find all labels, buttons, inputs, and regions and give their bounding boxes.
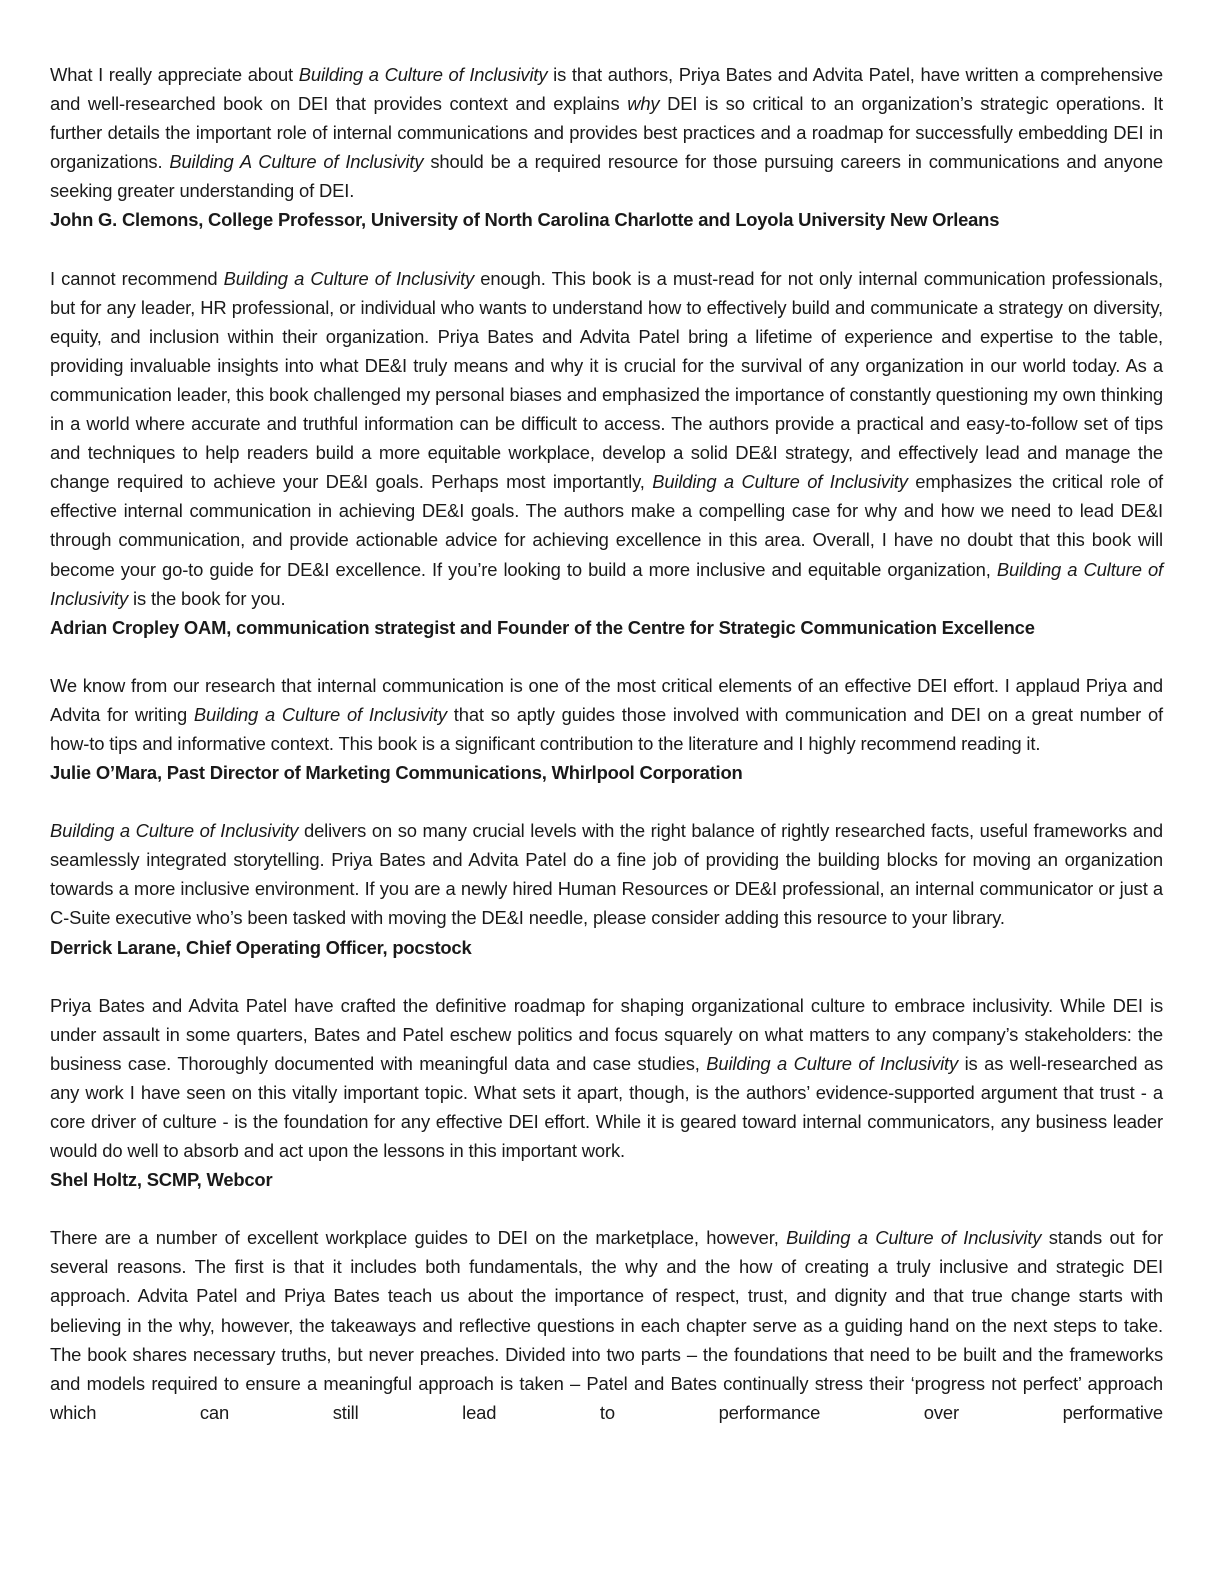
endorsement-attribution: Shel Holtz, SCMP, Webcor [50,1169,273,1191]
quote-text: should be a required resource for those pursuing careers in communications and anyone seeking greater understanding of DEI. [50,151,1163,202]
endorsement [50,60,1163,235]
book-title: Building a Culture of Inclusivity [50,558,1164,609]
book-title: Building a Culture of Inclusivity [223,267,475,289]
book-title: Building a Culture of Inclusivity [193,703,447,725]
quote-text: We know from our research that internal communication is one of the most critical elements of an effective DEI effort. I applaud Priya and Advita for writing [50,674,1163,725]
emphasis-text: why [627,93,660,115]
book-title: Building a Culture of Inclusivity [298,64,548,85]
endorsement [50,671,1163,787]
quote-text: is as well-researched as any work I have seen on this vitally important topic. What sets it apart, though, is the authors’ evidence-supported argument that trust - a core driver of culture - is the foundation for any effective DEI effort. While it is geared toward internal communicators, any business leader would do well to absorb and act upon the lessons in this important work. [50,1052,1163,1162]
endorsement-quote [50,816,1163,932]
endorsement-quote [50,671,1163,758]
quote-text: stands out for several reasons. The first is that it includes both fundamentals, the why and the how of creating a truly inclusive and strategic DEI approach. Advita Patel and Priya Bates teach us about the importance of respect, trust, and dignity and that true change starts with believing in the why, however, the takeaways and reflective questions in each chapter serve as a guiding hand on the next steps to take. The book shares necessary truths, but never preaches. Divided into two parts – the foundations that need to be built and the frameworks and models required to ensure a meaningful approach is taken – Patel and Bates continually stress their ‘progress not perfect’ approach which can still lead to performance over performative [50,1227,1163,1423]
quote-text: What I really appreciate about [50,64,299,85]
endorsement [50,991,1163,1195]
book-title: Building a Culture of Inclusivity [786,1227,1042,1249]
quote-text: emphasizes the critical role of effective internal communication in achieving DE&I goals. The authors make a compelling case for why and how we need to lead DE&I through communication, and provide actionable advice for achieving excellence in this area. Overall, I have no doubt that this book will become your go-to guide for DE&I excellence. If you’re looking to build a more inclusive and equitable organization, [50,471,1163,580]
book-title: Building A Culture of Inclusivity [169,151,424,173]
quote-text: that so aptly guides those involved with communication and DEI on a great number of how-to tips and informative context. This book is a significant contribution to the literature and I highly recommend reading it. [50,703,1163,754]
endorsement [50,816,1163,961]
quote-text: There are a number of excellent workplace guides to DEI on the marketplace, however, [50,1227,787,1249]
endorsement-quote [50,1223,1163,1427]
book-title: Building a Culture of Inclusivity [50,820,299,842]
endorsement [50,264,1163,642]
endorsement-quote [50,60,1163,205]
endorsement [50,1223,1163,1427]
quote-text: I cannot recommend [50,267,224,289]
quote-text: delivers on so many crucial levels with the right balance of rightly researched facts, useful frameworks and seamlessly integrated storytelling. Priya Bates and Advita Patel do a fine job of providing the building blocks for moving an organization towards a more inclusive environment. If you are a newly hired Human Resources or DE&I professional, an internal communicator or just a C-Suite executive who’s been tasked with moving the DE&I needle, please consider adding this resource to your library. [50,820,1163,929]
book-title: Building a Culture of Inclusivity [706,1052,959,1074]
endorsement-quote [50,264,1163,613]
quote-text: Priya Bates and Advita Patel have crafted the definitive roadmap for shaping organizational culture to embrace inclusivity. While DEI is under assault in some quarters, Bates and Patel eschew politics and focus squarely on what matters to any company’s stakeholders: the business case. Thoroughly documented with meaningful data and case studies, [50,994,1163,1074]
endorsement-attribution: Julie O’Mara, Past Director of Marketing Communications, Whirlpool Corporation [50,762,743,784]
endorsement-attribution: John G. Clemons, College Professor, University of North Carolina Charlotte and Loyola University New Orleans [50,209,1000,231]
book-title: Building a Culture of Inclusivity [652,471,908,493]
quote-text: is that authors, Priya Bates and Advita Patel, have written a comprehensive and well-researched book on DEI that provides context and explains [50,64,1163,115]
endorsement-quote [50,991,1163,1166]
quote-text: DEI is so critical to an organization’s strategic operations. It further details the important role of internal communications and provides best practices and a roadmap for successfully embedding DEI in organizations. [50,93,1163,173]
endorsement-attribution: Derrick Larane, Chief Operating Officer, pocstock [50,936,472,958]
endorsements-page [50,60,1163,1456]
quote-text: is the book for you. [128,587,286,609]
endorsement-attribution: Adrian Cropley OAM, communication strategist and Founder of the Centre for Strategic Communication Excellence [50,616,1035,638]
quote-text: enough. This book is a must-read for not only internal communication professionals, but for any leader, HR professional, or individual who wants to understand how to effectively build and communicate a strategy on diversity, equity, and inclusion within their organization. Priya Bates and Advita Patel bring a lifetime of experience and expertise to the table, providing invaluable insights into what DE&I truly means and why it is crucial for the survival of any organization in our world today. As a communication leader, this book challenged my personal biases and emphasized the importance of constantly questioning my own thinking in a world where accurate and truthful information can be difficult to access. The authors provide a practical and easy-to-follow set of tips and techniques to help readers build a more equitable workplace, develop a solid DE&I strategy, and effectively lead and manage the change required to achieve your DE&I goals. Perhaps most importantly, [50,267,1163,493]
